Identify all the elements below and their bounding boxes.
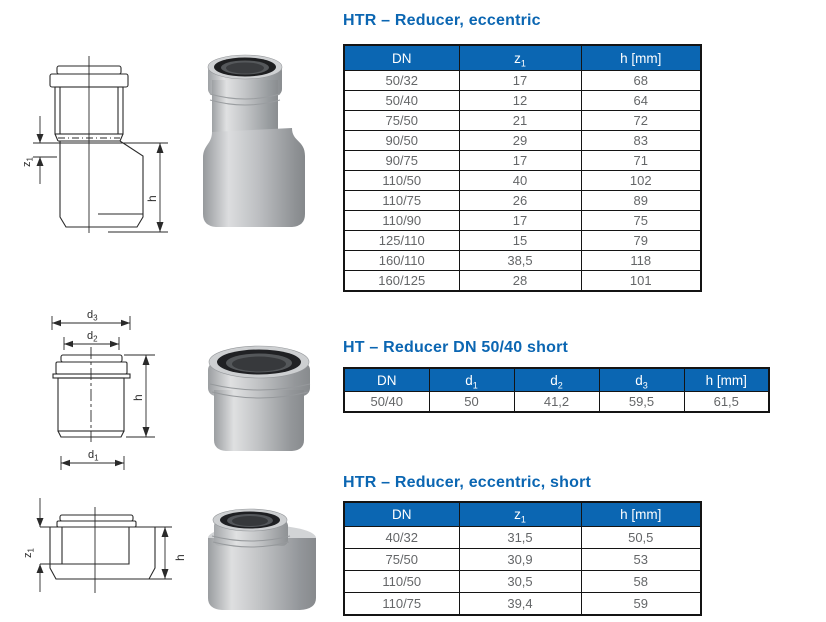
table-body bbox=[344, 527, 701, 616]
dimension-label-z1: $z_1$ bbox=[21, 157, 35, 167]
spec-table-htr-eccentric-short bbox=[343, 501, 702, 616]
table-cell: 28 bbox=[459, 271, 581, 292]
table-cell: 39,4 bbox=[459, 593, 581, 616]
product-photo-htr-eccentric bbox=[200, 40, 313, 232]
table-row bbox=[344, 91, 701, 111]
table-row bbox=[344, 549, 701, 571]
table-cell: 160/110 bbox=[344, 251, 459, 271]
table-cell: 50,5 bbox=[581, 527, 701, 549]
dimension-label-h: h bbox=[145, 195, 159, 202]
table-row bbox=[344, 131, 701, 151]
table-row bbox=[344, 231, 701, 251]
dimension-label-d1: $d_1$ bbox=[88, 449, 99, 463]
table-header-row bbox=[344, 502, 701, 527]
table-row bbox=[344, 527, 701, 549]
product-photo-ht-short bbox=[198, 332, 324, 458]
table-cell: 50/40 bbox=[344, 392, 429, 413]
table-cell: 31,5 bbox=[459, 527, 581, 549]
table-header-row bbox=[344, 45, 701, 71]
table-cell: 110/75 bbox=[344, 191, 459, 211]
table-body bbox=[344, 71, 701, 292]
technical-drawing-ht-short bbox=[20, 300, 190, 480]
table-cell: 26 bbox=[459, 191, 581, 211]
table-row bbox=[344, 392, 769, 413]
table-cell: 160/125 bbox=[344, 271, 459, 292]
section-title-htr-eccentric: HTR – Reducer, eccentric bbox=[343, 12, 541, 29]
table-row bbox=[344, 191, 701, 211]
dimension-label-z1: $z_1$ bbox=[22, 548, 36, 558]
table-cell: 110/90 bbox=[344, 211, 459, 231]
dimension-label-h: h bbox=[173, 554, 187, 561]
table-cell: 110/50 bbox=[344, 571, 459, 593]
table-row bbox=[344, 571, 701, 593]
table-cell: 38,5 bbox=[459, 251, 581, 271]
table-cell: 30,9 bbox=[459, 549, 581, 571]
column-header: h [mm] bbox=[581, 45, 701, 71]
dimension-label-d3: $d_3$ bbox=[87, 309, 98, 323]
table-cell: 12 bbox=[459, 91, 581, 111]
table-row bbox=[344, 151, 701, 171]
technical-drawing-htr-eccentric-short bbox=[0, 480, 190, 620]
table-body bbox=[344, 392, 769, 413]
table-cell: 21 bbox=[459, 111, 581, 131]
table-cell: 40/32 bbox=[344, 527, 459, 549]
section-title-htr-eccentric-short: HTR – Reducer, eccentric, short bbox=[343, 474, 592, 491]
column-header: DN bbox=[344, 502, 459, 527]
table-cell: 75 bbox=[581, 211, 701, 231]
table-cell: 50/32 bbox=[344, 71, 459, 91]
column-header: $z_1$ bbox=[459, 45, 581, 71]
spec-table-ht-short bbox=[343, 367, 770, 413]
column-header: $d_1$ bbox=[429, 368, 514, 392]
table-cell: 75/50 bbox=[344, 111, 459, 131]
dimension-label-d2: $d_2$ bbox=[87, 330, 98, 344]
table-cell: 68 bbox=[581, 71, 701, 91]
table-cell: 90/75 bbox=[344, 151, 459, 171]
column-header: DN bbox=[344, 368, 429, 392]
table-cell: 50/40 bbox=[344, 91, 459, 111]
dimension-label-h: h bbox=[131, 394, 145, 401]
product-photo-htr-eccentric-short bbox=[196, 492, 326, 618]
table-cell: 83 bbox=[581, 131, 701, 151]
table-cell: 64 bbox=[581, 91, 701, 111]
table-cell: 17 bbox=[459, 151, 581, 171]
table-cell: 61,5 bbox=[684, 392, 769, 413]
table-header-row bbox=[344, 368, 769, 392]
column-header: $d_3$ bbox=[599, 368, 684, 392]
table-row bbox=[344, 251, 701, 271]
table-row bbox=[344, 171, 701, 191]
table-cell: 101 bbox=[581, 271, 701, 292]
table-header bbox=[344, 368, 769, 392]
column-header: h [mm] bbox=[581, 502, 701, 527]
column-header: DN bbox=[344, 45, 459, 71]
table-row bbox=[344, 593, 701, 616]
table-cell: 72 bbox=[581, 111, 701, 131]
table-header bbox=[344, 45, 701, 71]
technical-drawing-htr-eccentric bbox=[0, 10, 190, 260]
table-row bbox=[344, 71, 701, 91]
table-cell: 102 bbox=[581, 171, 701, 191]
table-cell: 89 bbox=[581, 191, 701, 211]
table-cell: 59 bbox=[581, 593, 701, 616]
column-header: $d_2$ bbox=[514, 368, 599, 392]
table-cell: 75/50 bbox=[344, 549, 459, 571]
table-row bbox=[344, 271, 701, 292]
table-cell: 50 bbox=[429, 392, 514, 413]
table-cell: 59,5 bbox=[599, 392, 684, 413]
table-row bbox=[344, 111, 701, 131]
spec-table-htr-eccentric bbox=[343, 44, 702, 292]
table-cell: 90/50 bbox=[344, 131, 459, 151]
table-cell: 15 bbox=[459, 231, 581, 251]
column-header: h [mm] bbox=[684, 368, 769, 392]
table-cell: 41,2 bbox=[514, 392, 599, 413]
table-cell: 110/75 bbox=[344, 593, 459, 616]
table-cell: 29 bbox=[459, 131, 581, 151]
table-cell: 110/50 bbox=[344, 171, 459, 191]
table-cell: 58 bbox=[581, 571, 701, 593]
table-cell: 30,5 bbox=[459, 571, 581, 593]
table-cell: 53 bbox=[581, 549, 701, 571]
table-cell: 118 bbox=[581, 251, 701, 271]
table-row bbox=[344, 211, 701, 231]
table-cell: 71 bbox=[581, 151, 701, 171]
table-cell: 17 bbox=[459, 71, 581, 91]
table-cell: 79 bbox=[581, 231, 701, 251]
table-cell: 17 bbox=[459, 211, 581, 231]
table-cell: 40 bbox=[459, 171, 581, 191]
table-cell: 125/110 bbox=[344, 231, 459, 251]
column-header: $z_1$ bbox=[459, 502, 581, 527]
table-header bbox=[344, 502, 701, 527]
section-title-ht-short: HT – Reducer DN 50/40 short bbox=[343, 339, 569, 356]
